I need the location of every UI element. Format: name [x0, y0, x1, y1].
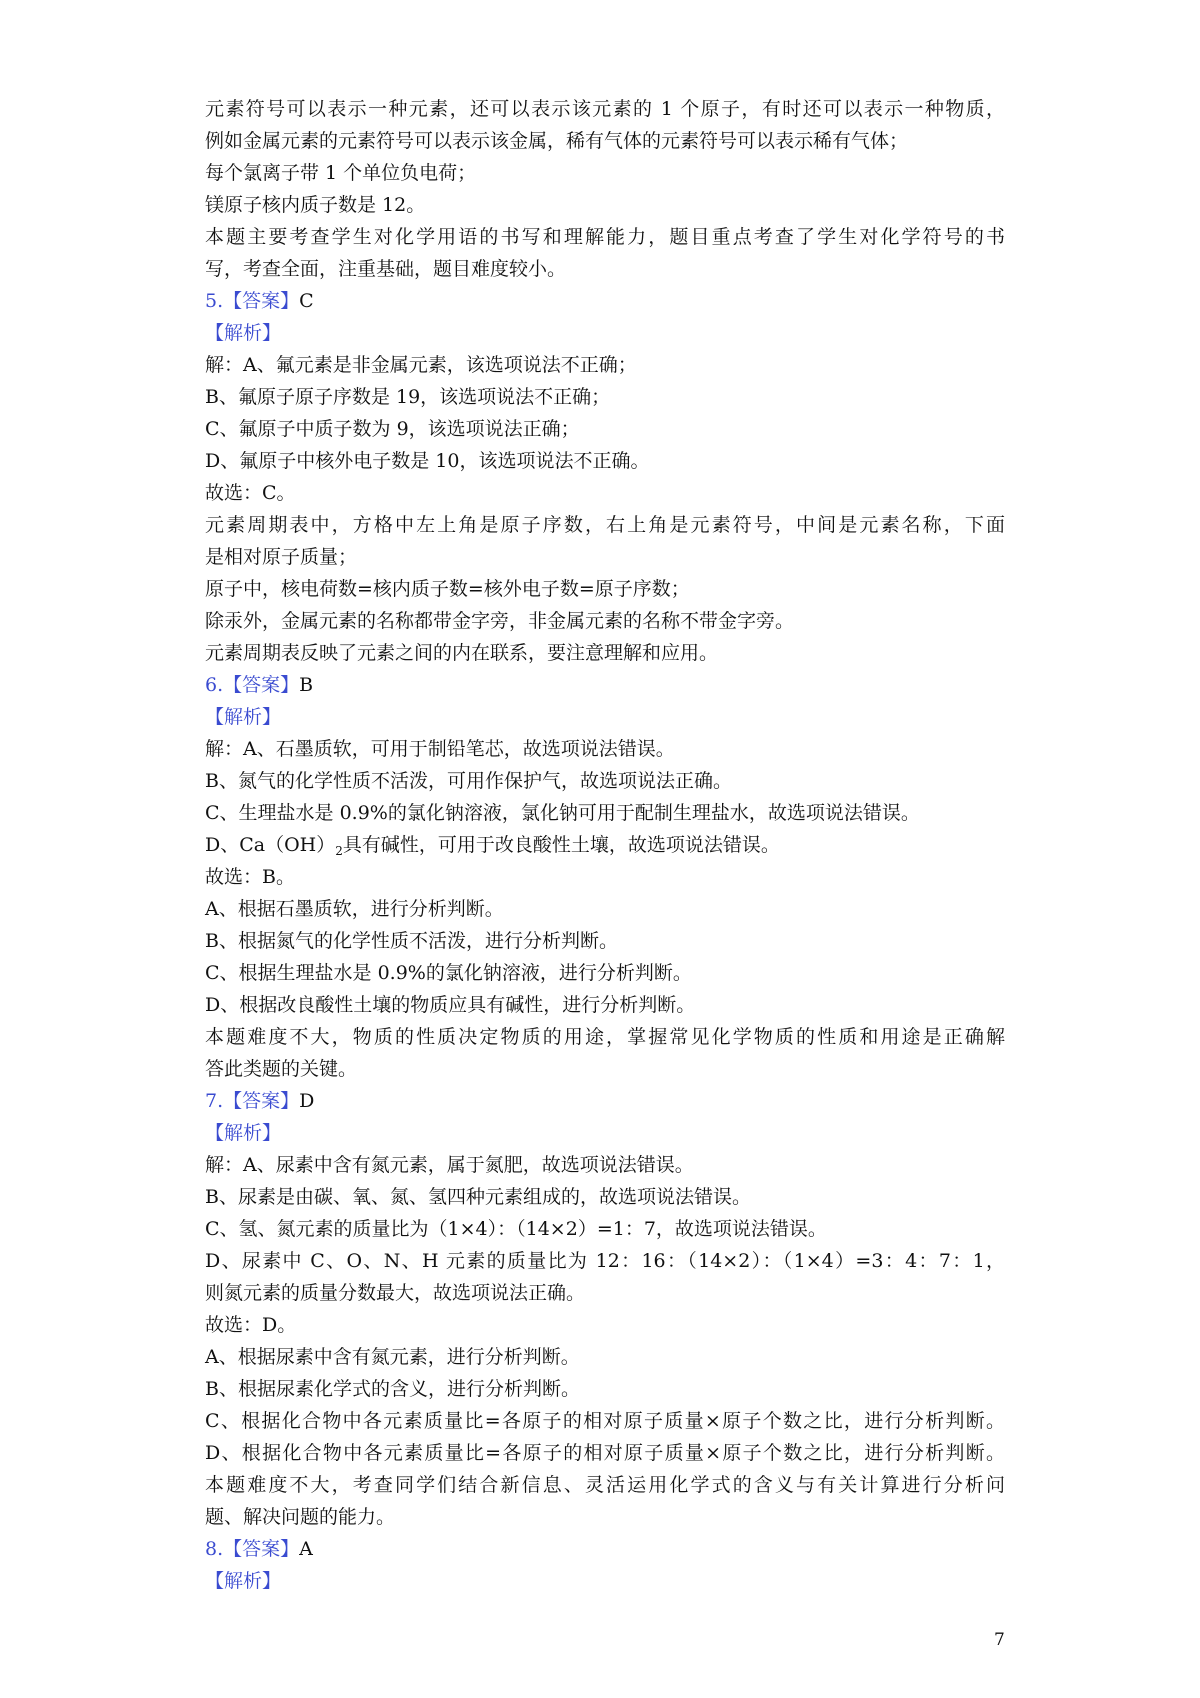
paragraph-line: 则氮元素的质量分数最大，故选项说法正确。: [205, 1282, 586, 1304]
answer-tag: 【答案】: [223, 674, 300, 696]
paragraph-line: 写，考查全面，注重基础，题目难度较小。: [205, 258, 567, 280]
analysis-heading-q6: 【解析】: [205, 706, 282, 728]
paragraph-line: D、根据改良酸性土壤的物质应具有碱性，进行分析判断。: [205, 994, 696, 1016]
paragraph-line: C、氟原子中质子数为 9，该选项说法正确；: [205, 418, 580, 440]
answer-heading-q8: [205, 1533, 1005, 1565]
paragraph-line: 原子中，核电荷数=核内质子数=核外电子数=原子序数；: [205, 578, 690, 600]
paragraph-line: B、根据尿素化学式的含义，进行分析判断。: [205, 1378, 580, 1400]
paragraph-line: 解：A、石墨质软，可用于制铅笔芯，故选项说法错误。: [205, 738, 675, 760]
paragraph-line: C、生理盐水是 0.9%的氯化钠溶液，氯化钠可用于配制生理盐水，故选项说法错误。: [205, 802, 920, 824]
paragraph-line: 本题主要考查学生对化学用语的书写和理解能力，题目重点考查了学生对化学符号的书: [205, 226, 1005, 248]
page-number: 7: [994, 1630, 1005, 1650]
question-number: 6.: [205, 674, 224, 696]
answer-value: D: [299, 1090, 315, 1112]
paragraph-line: 故选：B。: [205, 866, 295, 888]
paragraph-line: A、根据尿素中含有氮元素，进行分析判断。: [205, 1346, 580, 1368]
paragraph-line: 故选：D。: [205, 1314, 297, 1336]
paragraph-line: B、氟原子原子序数是 19，该选项说法不正确；: [205, 386, 611, 408]
answer-value: A: [299, 1538, 313, 1560]
analysis-heading-q7: 【解析】: [205, 1122, 282, 1144]
formula-subscript: 2: [335, 844, 343, 858]
paragraph-line: C、氢、氮元素的质量比为（1×4）：（14×2）=1：7，故选项说法错误。: [205, 1218, 827, 1240]
paragraph-line: 解：A、尿素中含有氮元素，属于氮肥，故选项说法错误。: [205, 1154, 694, 1176]
paragraph-line: 每个氯离子带 1 个单位负电荷；: [205, 162, 477, 184]
paragraph-line: 元素周期表中，方格中左上角是原子序数，右上角是元素符号，中间是元素名称，下面: [205, 514, 1005, 536]
paragraph-line: D、尿素中 C、O、N、H 元素的质量比为 12：16：（14×2）：（1×4）=3：4：7：1，: [205, 1250, 1005, 1272]
paragraph-line: B、尿素是由碳、氧、氮、氢四种元素组成的，故选项说法错误。: [205, 1186, 751, 1208]
document-page: [205, 93, 1005, 1597]
paragraph-line: B、根据氮气的化学性质不活泼，进行分析判断。: [205, 930, 618, 952]
paragraph-line: 解：A、氟元素是非金属元素，该选项说法不正确；: [205, 354, 637, 376]
paragraph-line: D、根据化合物中各元素质量比=各原子的相对原子质量×原子个数之比，进行分析判断。: [205, 1442, 1005, 1464]
analysis-heading-q5: 【解析】: [205, 322, 282, 344]
paragraph-line: 故选：C。: [205, 482, 296, 504]
paragraph-line: 元素符号可以表示一种元素，还可以表示该元素的 1 个原子，有时还可以表示一种物质，: [205, 98, 1005, 120]
answer-heading-q5: [205, 285, 1005, 317]
answer-value: C: [299, 290, 314, 312]
paragraph-line: 本题难度不大，考查同学们结合新信息、灵活运用化学式的含义与有关计算进行分析问: [205, 1474, 1005, 1496]
paragraph-line: 答此类题的关键。: [205, 1058, 358, 1080]
paragraph-line: C、根据生理盐水是 0.9%的氯化钠溶液，进行分析判断。: [205, 962, 692, 984]
question-number: 5.: [205, 290, 224, 312]
answer-heading-q6: [205, 669, 1005, 701]
question-number: 7.: [205, 1090, 224, 1112]
analysis-heading-q8: 【解析】: [205, 1570, 282, 1592]
paragraph-line: 元素周期表反映了元素之间的内在联系，要注意理解和应用。: [205, 642, 719, 664]
paragraph-line: D、氟原子中核外电子数是 10，该选项说法不正确。: [205, 450, 650, 472]
question-number: 8.: [205, 1538, 224, 1560]
paragraph-line: 本题难度不大，物质的性质决定物质的用途，掌握常见化学物质的性质和用途是正确解: [205, 1026, 1005, 1048]
formula-text: D、Ca（OH）: [205, 834, 336, 856]
paragraph-line: 例如金属元素的元素符号可以表示该金属，稀有气体的元素符号可以表示稀有气体；: [205, 130, 909, 152]
paragraph-line: 是相对原子质量；: [205, 546, 358, 568]
paragraph-line: 题、解决问题的能力。: [205, 1506, 396, 1528]
paragraph-line: B、氮气的化学性质不活泼，可用作保护气，故选项说法正确。: [205, 770, 732, 792]
answer-tag: 【答案】: [223, 1538, 300, 1560]
paragraph-line: [205, 829, 1005, 861]
answer-heading-q7: [205, 1085, 1005, 1117]
answer-tag: 【答案】: [223, 1090, 300, 1112]
paragraph-line: C、根据化合物中各元素质量比=各原子的相对原子质量×原子个数之比，进行分析判断。: [205, 1410, 1005, 1432]
answer-value: B: [299, 674, 314, 696]
paragraph-line: A、根据石墨质软，进行分析判断。: [205, 898, 504, 920]
paragraph-line: 除汞外，金属元素的名称都带金字旁，非金属元素的名称不带金字旁。: [205, 610, 795, 632]
formula-text-rest: 具有碱性，可用于改良酸性土壤，故选项说法错误。: [342, 834, 780, 856]
answer-tag: 【答案】: [223, 290, 300, 312]
paragraph-line: 镁原子核内质子数是 12。: [205, 194, 426, 216]
